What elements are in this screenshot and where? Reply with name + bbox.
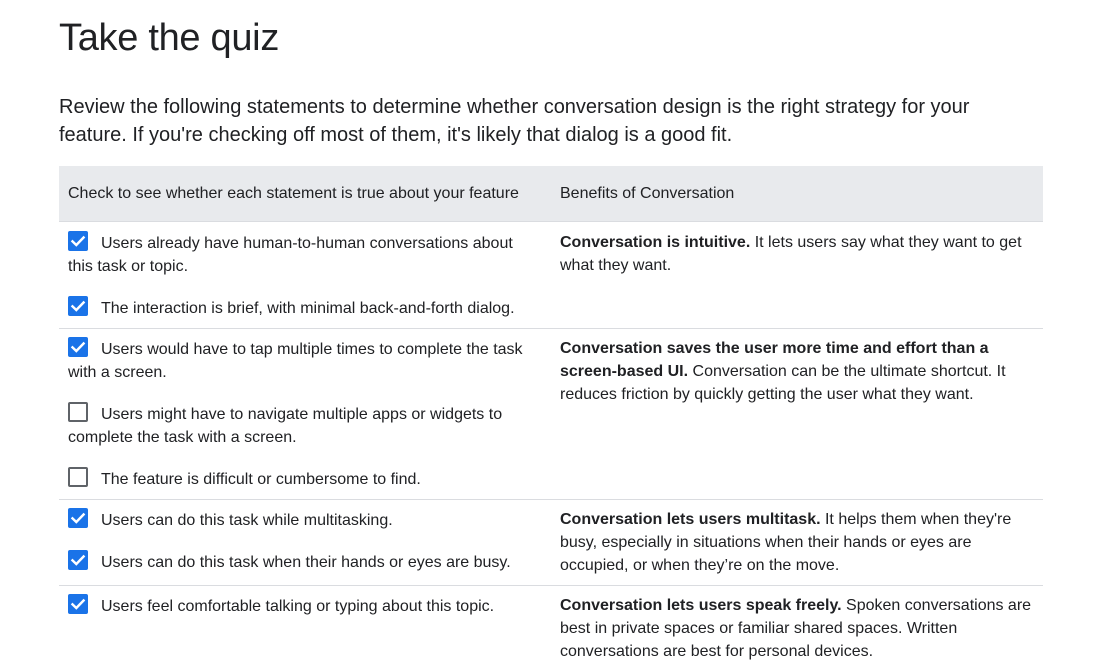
statements-cell (59, 586, 551, 671)
benefit-description: Spoken conversations are best in private spaces or familiar shared spaces. Written conversations are best for personal devices. (560, 597, 1031, 660)
statement-label: Users might have to navigate multiple apps or widgets to complete the task with a screen. (68, 406, 502, 446)
table-row (59, 222, 1043, 329)
checkmark-icon (68, 296, 88, 316)
statements-cell (59, 222, 551, 329)
checkbox-checked[interactable] (68, 594, 88, 614)
benefit-heading: Conversation lets users speak freely. (560, 597, 842, 614)
checkmark-icon (68, 508, 88, 528)
checkmark-icon (68, 594, 88, 614)
statement-item (68, 467, 542, 491)
benefit-description: It helps them when they're busy, especially in situations when their hands or eyes are occupied, or when they’re on the move. (560, 511, 1011, 574)
statement-item (68, 296, 542, 320)
benefit-cell (551, 329, 1043, 500)
statement-item (68, 231, 542, 278)
checkbox-unchecked[interactable] (68, 467, 88, 487)
checkbox-checked[interactable] (68, 550, 88, 570)
statement-item (68, 402, 542, 449)
checkbox-checked[interactable] (68, 296, 88, 316)
checkmark-icon (68, 231, 88, 251)
table-header-row (59, 166, 1043, 222)
benefit-cell (551, 586, 1043, 671)
statement-item (68, 337, 542, 384)
statement-item (68, 508, 542, 532)
quiz-table-body (59, 222, 1043, 671)
checkmark-icon (68, 337, 88, 357)
benefit-heading: Conversation is intuitive. (560, 234, 750, 251)
benefit-description: Conversation can be the ultimate shortcut. It reduces friction by quickly getting the user what they want. (560, 363, 1006, 403)
page-title: Take the quiz (59, 0, 1043, 76)
statements-cell (59, 500, 551, 586)
checkbox-unchecked[interactable] (68, 402, 88, 422)
statements-cell (59, 329, 551, 500)
statement-label: Users feel comfortable talking or typing about this topic. (101, 598, 494, 615)
benefit-heading: Conversation lets users multitask. (560, 511, 821, 528)
benefit-cell (551, 222, 1043, 329)
checkbox-checked[interactable] (68, 337, 88, 357)
statement-label: Users can do this task when their hands or eyes are busy. (101, 554, 511, 571)
header-benefits: Benefits of Conversation (551, 166, 1043, 222)
checkmark-icon (68, 550, 88, 570)
statement-item (68, 594, 542, 618)
checkbox-checked[interactable] (68, 231, 88, 251)
table-row (59, 586, 1043, 671)
checkbox-checked[interactable] (68, 508, 88, 528)
benefit-heading: Conversation saves the user more time and effort than a screen-based UI. (560, 340, 989, 380)
benefit-cell (551, 500, 1043, 586)
statement-label: Users already have human-to-human conversations about this task or topic. (68, 235, 513, 275)
header-statements: Check to see whether each statement is true about your feature (59, 166, 551, 222)
intro-paragraph: Review the following statements to determine whether conversation design is the right strategy for your feature. If you're checking off most of them, it's likely that dialog is a good fit. (59, 93, 1039, 149)
statement-label: The interaction is brief, with minimal back-and-forth dialog. (101, 300, 515, 317)
quiz-page (59, 0, 1043, 671)
statement-label: Users would have to tap multiple times to complete the task with a screen. (68, 341, 523, 381)
table-row (59, 500, 1043, 586)
benefit-description: It lets users say what they want to get what they want. (560, 234, 1022, 274)
quiz-table (59, 166, 1043, 671)
table-row (59, 329, 1043, 500)
statement-item (68, 550, 542, 574)
statement-label: The feature is difficult or cumbersome to find. (101, 471, 421, 488)
statement-label: Users can do this task while multitasking. (101, 512, 393, 529)
